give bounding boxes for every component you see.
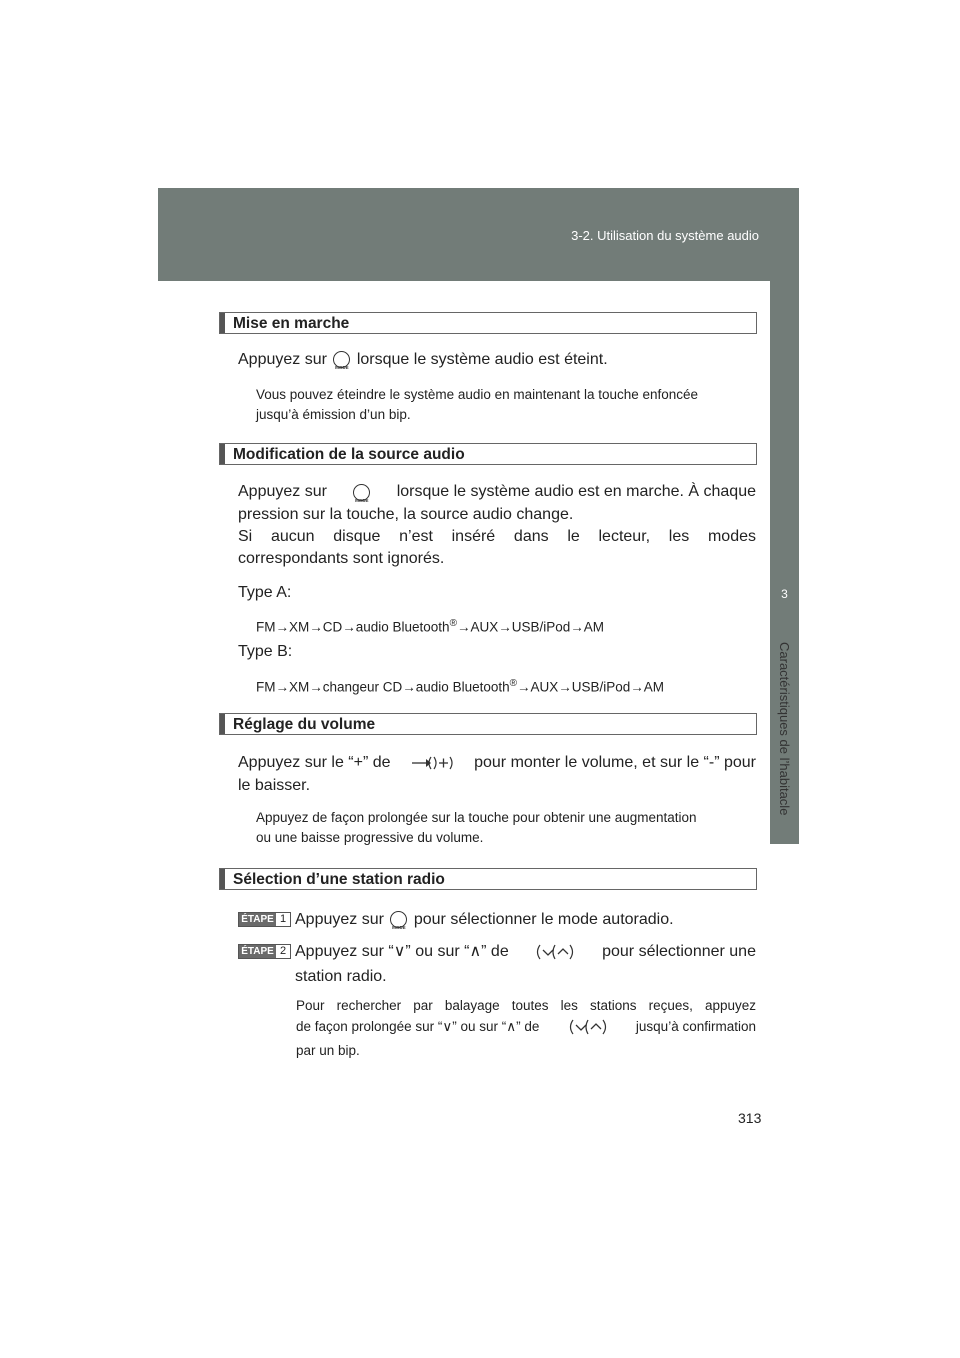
source-line-1 [238, 481, 756, 503]
registered-mark: ® [449, 618, 457, 629]
power-instruction-b: lorsque le système audio est éteint. [356, 351, 608, 368]
source-line-2: pression sur la touche, la source audio change. [238, 506, 574, 523]
volume-line-2: le baisser. [238, 777, 311, 794]
section-title-radio: Sélection d’une station radio [233, 871, 445, 888]
source-line-4: correspondants sont ignorés. [238, 550, 445, 567]
type-a-label: Type A: [238, 584, 292, 601]
step-1-badge [238, 912, 291, 927]
chapter-header [158, 188, 799, 281]
source-line-1-a: Appuyez sur [238, 483, 327, 500]
radio-note-2-b: jusqu’à confirmation [635, 1019, 756, 1034]
radio-note-2-a: de façon prolongée sur “∨” ou sur “∧” de [296, 1019, 540, 1034]
step-2-line-1 [295, 941, 756, 963]
step-number: 1 [276, 913, 290, 926]
volume-line-1-b: pour monter le volume, et sur le “-” pour [474, 754, 756, 771]
source-line-1-b: lorsque le système audio est en marche. À chaque [396, 483, 756, 500]
section-header-power [219, 312, 757, 334]
step-2-text-b: pour sélectionner une [602, 943, 756, 960]
step-word: ÉTAPE [239, 913, 276, 926]
page-number: 313 [738, 1110, 762, 1126]
step-2-badge [238, 944, 291, 959]
chapter-title: 3-2. Utilisation du système audio [571, 228, 759, 243]
type-b-sequence-1: FM→XM→changeur CD→audio Bluetooth [256, 679, 510, 695]
volume-note-1: Appuyez de façon prolongée sur la touche pour obtenir une augmentation [256, 810, 697, 825]
section-title-power: Mise en marche [233, 315, 350, 332]
type-b-sequence-2: →AUX→USB/iPod→AM [517, 679, 665, 695]
volume-note-2: ou une baisse progressive du volume. [256, 830, 484, 845]
chapter-side-label-text: Caractéristiques de l’habitacle [777, 642, 792, 816]
power-instruction [238, 349, 608, 371]
step-1-text-b: pour sélectionner le mode autoradio. [413, 911, 674, 928]
type-a-sequence [256, 613, 604, 638]
mode-button-icon [353, 484, 370, 501]
power-instruction-a: Appuyez sur [238, 351, 327, 368]
step-1-text-a: Appuyez sur [295, 911, 384, 928]
step-2-line-2: station radio. [295, 968, 387, 985]
registered-mark: ® [509, 678, 517, 689]
radio-note-3: par un bip. [296, 1043, 360, 1058]
power-note-2: jusqu’à émission d’un bip. [256, 407, 411, 422]
radio-note-1: Pour rechercher par balayage toutes les stations reçues, appuyez [296, 998, 756, 1013]
power-note-1: Vous pouvez éteindre le système audio en maintenant la touche enfoncée [256, 387, 699, 402]
volume-knob-icon [410, 756, 454, 770]
type-a-sequence-1: FM→XM→CD→audio Bluetooth [256, 619, 450, 635]
section-title-source: Modification de la source audio [233, 446, 465, 463]
step-1-text [295, 909, 674, 931]
tune-seek-buttons-icon [567, 1019, 609, 1035]
step-number: 2 [276, 945, 290, 958]
tune-seek-buttons-icon [534, 944, 576, 960]
type-a-sequence-2: →AUX→USB/iPod→AM [456, 619, 604, 635]
radio-note-2 [296, 1016, 756, 1037]
section-header-source [219, 443, 757, 465]
step-word: ÉTAPE [239, 945, 276, 958]
volume-line-1-a: Appuyez sur le “+” de [238, 754, 391, 771]
chapter-number: 3 [781, 587, 788, 601]
step-2-text-a: Appuyez sur “∨” ou sur “∧” de [295, 943, 509, 960]
section-header-volume [219, 713, 757, 735]
chapter-side-label [770, 630, 799, 828]
type-b-label: Type B: [238, 643, 293, 660]
type-b-sequence [256, 673, 664, 698]
mode-button-icon [333, 351, 350, 368]
source-line-3: Si aucun disque n’est inséré dans le lecteur, les modes [238, 528, 756, 545]
mode-button-icon [390, 911, 407, 928]
section-header-radio [219, 868, 757, 890]
section-title-volume: Réglage du volume [233, 716, 376, 733]
volume-line-1 [238, 752, 756, 774]
